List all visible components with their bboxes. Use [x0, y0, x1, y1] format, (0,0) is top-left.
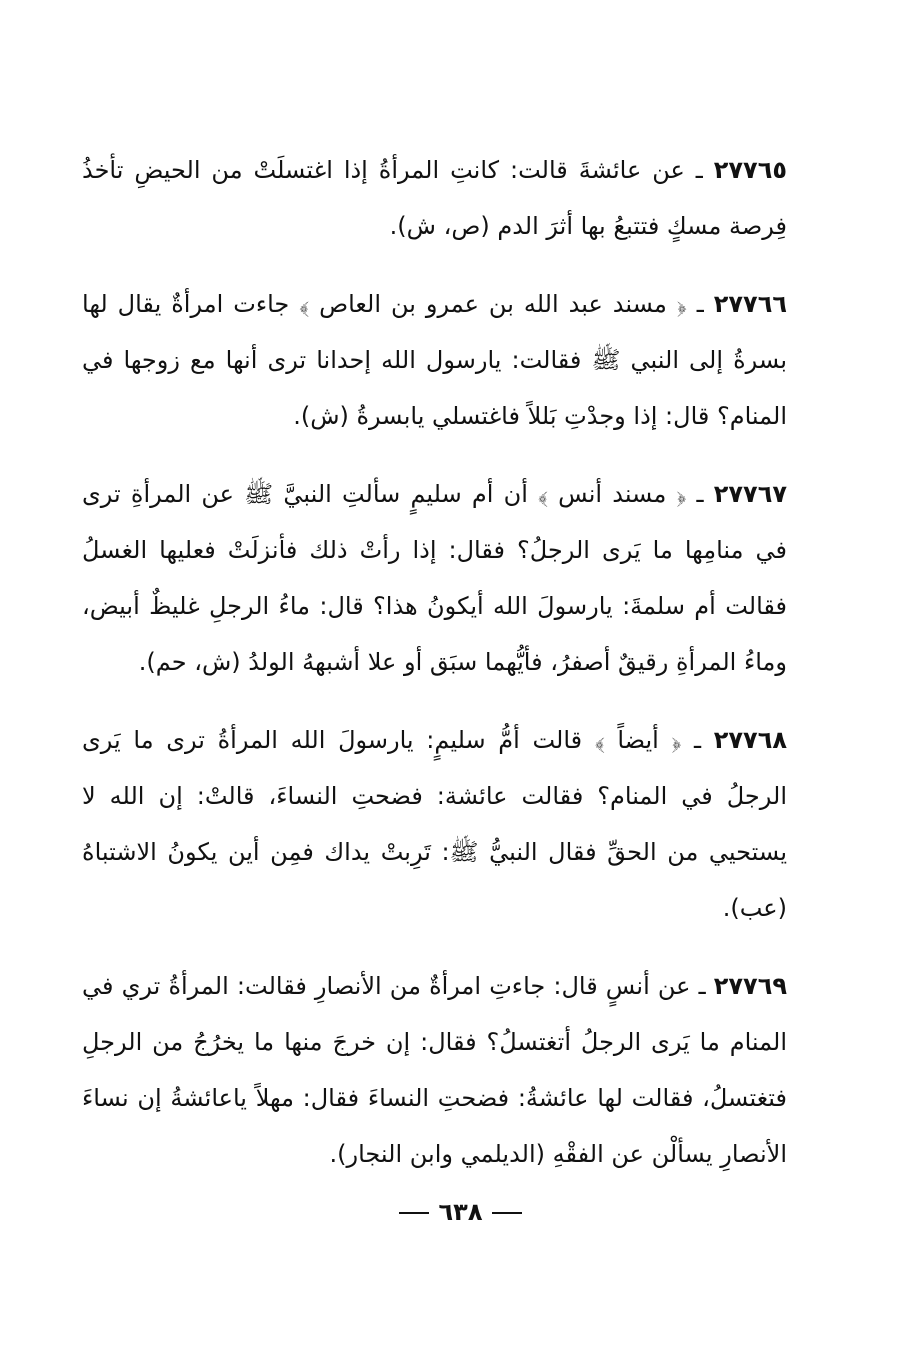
- hadith-text: ـ ﴿ مسند عبد الله بن عمرو بن العاص ﴾ جاءت امرأةٌ يقال لها بسرةُ إلى النبي ﷺ فقالت: يارسول الله إحدانا ترى أنها مع زوجها في المنام؟ قال: إذا وجدْتِ بَللاً فاغتسلي يابسرةُ (ش).: [82, 290, 787, 430]
- hadith-27766: [82, 276, 787, 444]
- hadith-text: ـ عن عائشةَ قالت: كانتِ المرأةُ إذا اغتسلَتْ من الحيضِ تأخذُ فِرصة مسكٍ فتتبعُ بها أثرَ الدم (ص، ش).: [82, 156, 787, 240]
- page-footer: [0, 1198, 921, 1226]
- hadith-number: ٢٧٧٦٧: [713, 480, 787, 508]
- hadith-text: ـ عن أنسٍ قال: جاءتِ امرأةٌ من الأنصارِ فقالت: المرأةُ تري في المنام ما يَرى الرجلُ أتغتسلُ؟ فقال: إن خرجَ منها ما يخرُجُ من الرجلِ فتغتسلُ، فقالت لها عائشةُ: فضحتِ النساءَ فقال: مهلاً ياعائشةُ إن نساءَ الأنصارِ يسألْن عن الفقْهِ (الديلمي وابن النجار).: [82, 972, 787, 1168]
- hadith-27765: [82, 142, 787, 254]
- hadith-number: ٢٧٧٦٦: [713, 290, 787, 318]
- page-number: ٦٣٨: [438, 1198, 483, 1226]
- hadith-list: [82, 142, 787, 1204]
- hadith-text: ـ ﴿ أيضاً ﴾ قالت أمُّ سليمٍ: يارسولَ الله المرأةُ ترى ما يَرى الرجلُ في المنام؟ فقالت عائشة: فضحتِ النساءَ، قالتْ: إن الله لا يستحيي من الحقِّ فقال النبيُّ ﷺ: تَرِبتْ يداك فمِن أين يكونُ الاشتباهُ (عب).: [82, 726, 787, 922]
- hadith-number: ٢٧٧٦٩: [713, 972, 787, 1000]
- hadith-text: ـ ﴿ مسند أنس ﴾ أن أم سليمٍ سألتِ النبيَّ ﷺ عن المرأةِ ترى في منامِها ما يَرى الرجلُ؟ فقال: إذا رأتْ ذلك فأنزلَتْ فعليها الغسلُ فقالت أم سلمةَ: يارسولَ الله أيكونُ هذا؟ قال: ماءُ الرجلِ غليظٌ أبيض، وماءُ المرأةِ رقيقٌ أصفرُ، فأيُّهما سبَق أو علا أشبههُ الولدُ (ش، حم).: [82, 480, 787, 676]
- hadith-27767: [82, 466, 787, 690]
- hadith-27769: [82, 958, 787, 1182]
- hadith-27768: [82, 712, 787, 936]
- footer-dash-left: [492, 1212, 522, 1214]
- hadith-number: ٢٧٧٦٥: [713, 156, 787, 184]
- footer-dash-right: [399, 1212, 429, 1214]
- hadith-number: ٢٧٧٦٨: [713, 726, 787, 754]
